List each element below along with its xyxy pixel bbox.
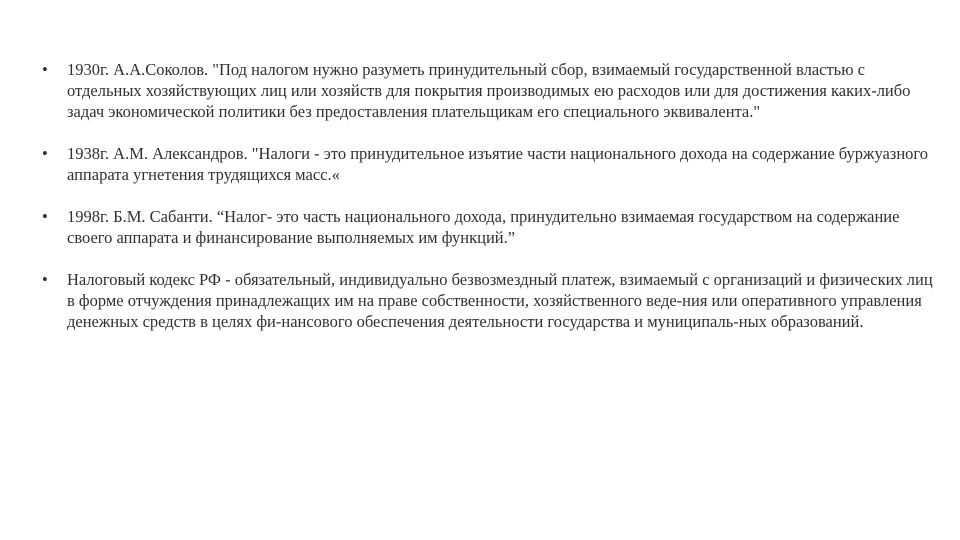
bullet-icon: • bbox=[42, 144, 48, 163]
list-item bbox=[42, 269, 942, 332]
definition-sabanti-1998: 1998г. Б.М. Сабанти. “Налог- это часть национального дохода, принудительно взимаемая государством на содержание своего аппарата и финансирование выполняемых им функций.” bbox=[67, 207, 900, 247]
list-item bbox=[42, 143, 942, 185]
definitions-list bbox=[42, 59, 942, 353]
definition-sokolov-1930: 1930г. А.А.Соколов. "Под налогом нужно разуметь принудительный сбор, взимаемый государственной властью с отдельных хозяйствующих лиц или хозяйств для покрытия производимых ею расходов или для достижения каких-либо задач экономической политики без предоставления плательщикам его специального эквивалента." bbox=[67, 60, 911, 121]
definition-aleksandrov-1938: 1938г. А.М. Александров. "Налоги - это принудительное изъятие части национального дохода на содержание буржуазного аппарата угнетения трудящихся масс.« bbox=[67, 144, 929, 184]
bullet-icon: • bbox=[42, 60, 48, 79]
list-item bbox=[42, 206, 942, 248]
bullet-icon: • bbox=[42, 270, 48, 289]
definition-tax-code-rf: Налоговый кодекс РФ - обязательный, индивидуально безвозмездный платеж, взимаемый с организаций и физических лиц в форме отчуждения принадлежащих им на праве собственности, хозяйственного веде-ния или оперативного управления денежных средств в целях фи-нансового обеспечения деятельности государства и муниципаль-ных образований. bbox=[67, 270, 933, 331]
list-item bbox=[42, 59, 942, 122]
bullet-icon: • bbox=[42, 207, 48, 226]
